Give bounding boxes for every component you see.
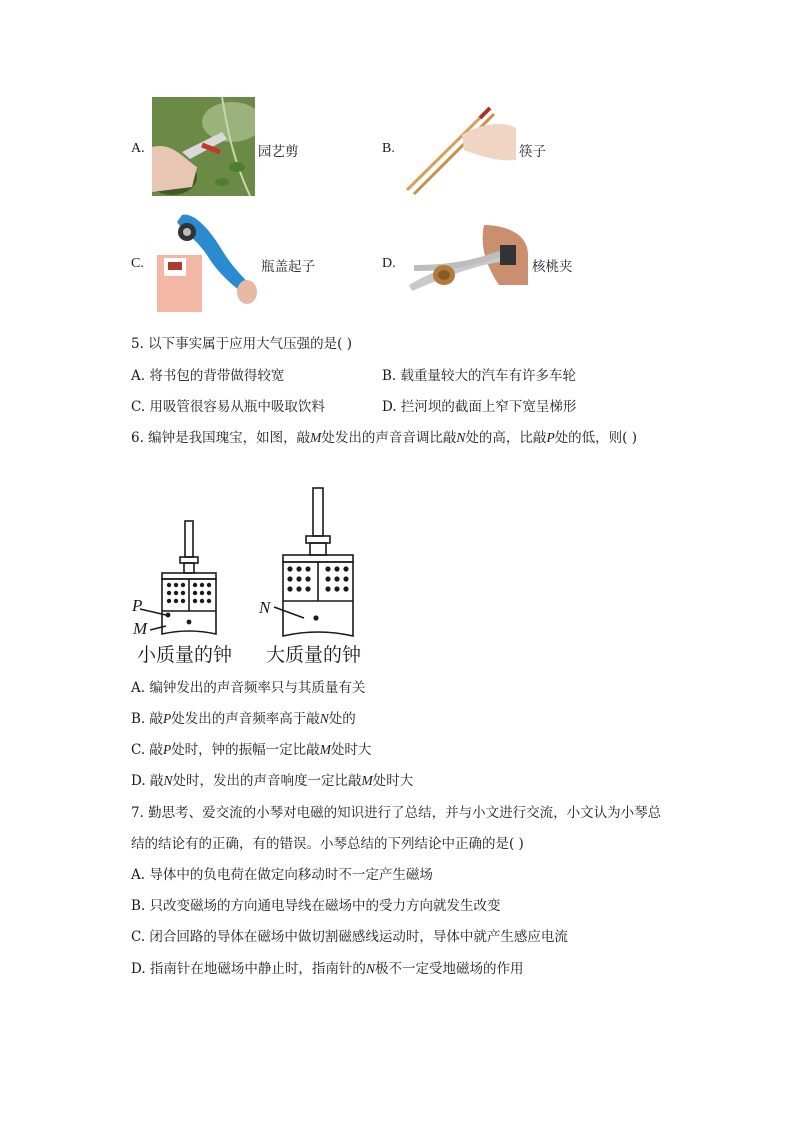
q5-option-c: C. 用吸管很容易从瓶中吸取饮料: [131, 399, 325, 415]
q5-option-d: D. 拦河坝的截面上窄下宽呈梯形: [382, 399, 577, 415]
option-b-label: 筷子: [519, 144, 546, 160]
option-a-label: 园艺剪: [258, 144, 299, 160]
option-d-letter: D.: [382, 256, 396, 271]
q5-stem: 5. 以下事实属于应用大气压强的是( ): [131, 336, 352, 352]
option-c-letter: C.: [131, 256, 144, 271]
q7-option-c: C. 闭合回路的导体在磁场中做切割磁感线运动时，导体中就产生感应电流: [131, 929, 568, 945]
q7-option-b: B. 只改变磁场的方向通电导线在磁场中的受力方向就发生改变: [131, 898, 501, 914]
q5-option-a: A. 将书包的背带做得较宽: [131, 368, 285, 384]
label-n: N: [259, 598, 271, 617]
bottle-opener-image: [152, 210, 259, 312]
chopsticks-image: [402, 100, 516, 196]
q7-option-d: D. 指南针在地磁场中静止时，指南针的N极不一定受地磁场的作用: [131, 961, 524, 977]
q5-option-b: B. 载重量较大的汽车有许多车轮: [382, 368, 577, 384]
option-b-letter: B.: [382, 141, 395, 156]
q6-stem: 6. 编钟是我国瑰宝，如图，敲M处发出的声音音调比敲N处的高，比敲P处的低，则( ): [131, 430, 638, 446]
q6-option-d: D. 敲N处时，发出的声音响度一定比敲M处时大: [131, 773, 414, 789]
q7-option-a: A. 导体中的负电荷在做定向移动时不一定产生磁场: [131, 867, 433, 883]
caption-small-bell: 小质量的钟: [137, 644, 233, 666]
label-m: M: [133, 619, 148, 638]
q6-option-a: A. 编钟发出的声音频率只与其质量有关: [131, 680, 366, 696]
option-a-letter: A.: [131, 141, 145, 156]
q6-option-b: B. 敲P处发出的声音频率高于敲N处的: [131, 711, 356, 727]
q6-option-c: C. 敲P处时，钟的振幅一定比敲M处时大: [131, 742, 372, 758]
garden-shears-image: [152, 97, 255, 196]
label-p: P: [132, 596, 143, 615]
option-d-label: 核桃夹: [532, 259, 573, 275]
nutcracker-image: [404, 225, 528, 295]
q7-stem-line2: 结的结论有的正确，有的错误。小琴总结的下列结论中正确的是( ): [131, 836, 524, 852]
caption-large-bell: 大质量的钟: [266, 644, 362, 666]
q7-stem-line1: 7. 勤思考、爱交流的小琴对电磁的知识进行了总结，并与小文进行交流，小文认为小琴总: [131, 805, 662, 821]
option-c-label: 瓶盖起子: [261, 259, 315, 275]
